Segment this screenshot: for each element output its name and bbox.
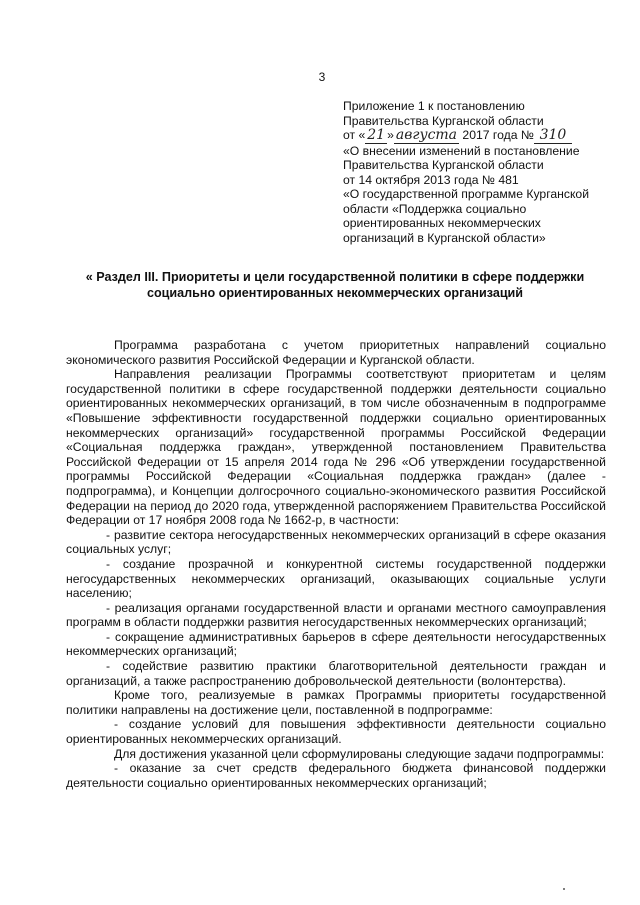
appendix-line: Правительства Курганской области xyxy=(343,158,544,172)
section-title-line: « Раздел III. Приоритеты и цели государственной политики в сфере поддержки xyxy=(85,270,585,284)
appendix-line: «О внесении изменений в постановление xyxy=(343,143,580,158)
appendix-line: организаций в Курганской области» xyxy=(343,230,546,245)
year-text: 2017 года № xyxy=(462,128,534,142)
paragraph: Направления реализации Программы соответствуют приоритетам и целям государственной политики в сфере государственной поддержки деятельности социально ориентированных некоммерческих организаций, в том числе обозначенным в подпрограмме «Повышение эффективности государственной поддержки социально ориентированных некоммерческих организаций» государственной программы Российской Федерации «Социальная поддержка граждан», утвержденной постановлением Правительства Российской Федерации от 15 апреля 2014 года № 296 «Об утверждении государственной программы Российской Федерации «Социальная поддержка граждан» (далее - подпрограмма), и Концепции долгосрочного социально-экономического развития Российской Федерации на период до 2020 года, утвержденной распоряжением Правительства Российской Федерации от 17 ноября 2008 года № 1662-р, в частности: xyxy=(66,367,606,528)
date-prefix: от « xyxy=(343,128,366,142)
paragraph: Кроме того, реализуемые в рамках Программы приоритеты государственной политики направлены на достижение цели, поставленной в подпрограмме: xyxy=(66,688,606,717)
appendix-line: ориентированных некоммерческих xyxy=(343,216,541,230)
date-mid: » xyxy=(387,128,394,142)
appendix-line: «О государственной программе Курганской xyxy=(343,187,590,201)
list-item: - реализация органами государственной власти и органами местного самоуправления программ в области поддержки развития негосударственных некоммерческих организаций; xyxy=(66,600,606,630)
appendix-date-line xyxy=(343,128,623,144)
section-title-line: социально ориентированных некоммерческих организаций xyxy=(146,286,524,300)
paragraph: Программа разработана с учетом приоритетных направлений социально экономического развития Российской Федерации и Курганской области. xyxy=(66,338,606,367)
appendix-line: от 14 октября 2013 года № 481 xyxy=(343,172,519,187)
page-number: 3 xyxy=(318,70,326,84)
paragraph: Для достижения указанной цели сформулированы следующие задачи подпрограммы: xyxy=(114,746,605,761)
list-item: - создание прозрачной и конкурентной системы государственной поддержки негосударственных некоммерческих организаций, оказывающих социальные услуги населению; xyxy=(66,556,606,601)
scan-speck xyxy=(563,888,565,890)
list-item: - оказание за счет средств федерального бюджета финансовой поддержки деятельности социально ориентированных некоммерческих организаций; xyxy=(66,761,606,790)
list-item: - развитие сектора негосударственных некоммерческих организаций в сфере оказания социальных услуг; xyxy=(66,527,606,557)
list-item: - сокращение административных барьеров в сфере деятельности негосударственных некоммерческих организаций; xyxy=(66,629,606,659)
handwritten-number: 310 xyxy=(534,128,572,144)
list-item: - создание условий для повышения эффективности деятельности социально ориентированных некоммерческих организаций. xyxy=(66,717,606,747)
appendix-line: области «Поддержка социально xyxy=(343,201,527,216)
section-title xyxy=(60,269,610,301)
appendix-line: Правительства Курганской области xyxy=(343,113,544,128)
body-text xyxy=(66,338,606,790)
appendix-line: Приложение 1 к постановлению xyxy=(343,99,525,113)
handwritten-month: августа xyxy=(395,127,458,143)
handwritten-day: 21 xyxy=(367,127,386,143)
list-item: - содействие развитию практики благотворительной деятельности граждан и организаций, а также распространению добровольческой деятельности (волонтерства). xyxy=(66,659,606,688)
appendix-block xyxy=(343,99,623,245)
